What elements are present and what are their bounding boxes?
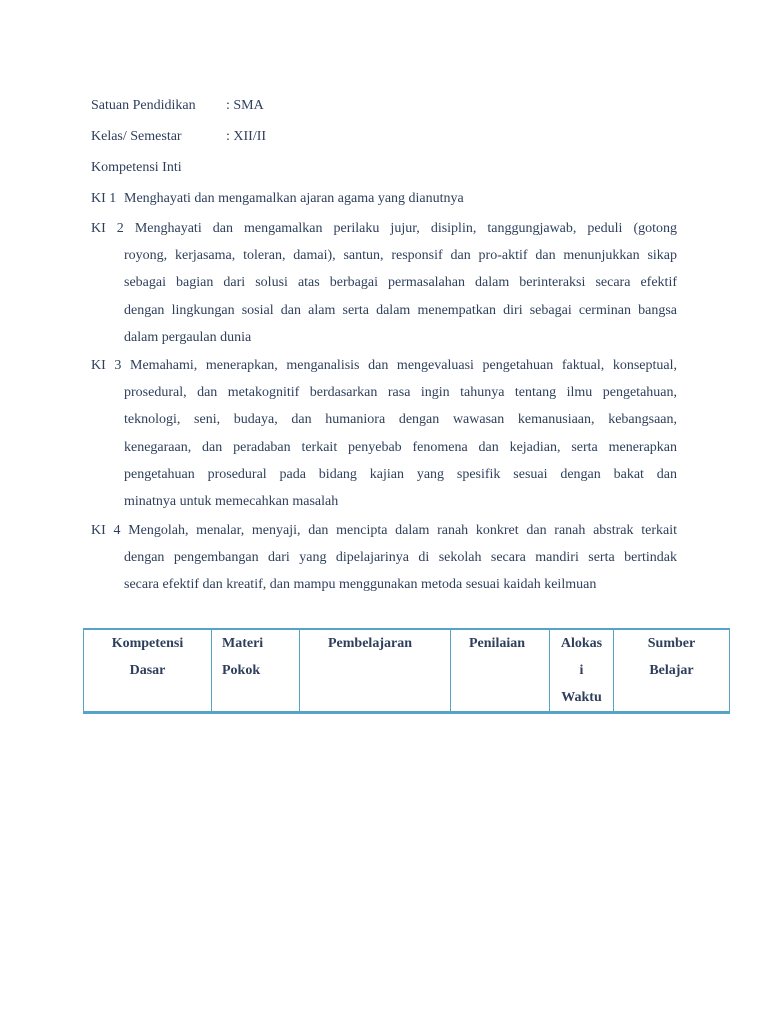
- ki2-line: royong, kerjasama, toleran, damai), santun, responsif dan pro-aktif dan menunjukkan sikap: [124, 248, 677, 264]
- ki4-number: KI 4: [91, 523, 121, 538]
- ki2-line: sebagai bagian dari solusi atas berbagai permasalahan dalam berinteraksi secara efektif: [124, 275, 677, 291]
- satuan-pendidikan-value: : SMA: [226, 98, 264, 113]
- kompetensi-dasar-table: [83, 628, 730, 714]
- ki4-line: secara efektif dan kreatif, dan mampu menggunakan metoda sesuai kaidah keilmuan: [124, 577, 597, 593]
- ki3-block: [91, 352, 677, 515]
- kelas-semester-row: [91, 128, 267, 146]
- ki3-line: [91, 352, 677, 379]
- ki2-number: KI 2: [91, 221, 124, 236]
- ki2-line: [91, 215, 677, 242]
- satuan-pendidikan-label: Satuan Pendidikan: [91, 98, 196, 113]
- kompetensi-inti-heading: Kompetensi Inti: [91, 160, 182, 175]
- ki3-number: KI 3: [91, 358, 122, 373]
- ki1-text: Menghayati dan mengamalkan ajaran agama yang dianutnya: [124, 191, 464, 206]
- header-pembelajaran: Pembelajaran: [300, 629, 451, 713]
- ki3-line: kenegaraan, dan peradaban terkait penyebab fenomena dan kejadian, serta menerapkan: [124, 439, 677, 455]
- ki4-text: Mengolah, menalar, menyaji, dan mencipta dalam ranah konkret dan ranah abstrak terkait: [128, 523, 677, 538]
- ki3-line: prosedural, dan metakognitif berdasarkan rasa ingin tahunya tentang ilmu pengetahuan,: [124, 385, 677, 401]
- table-header-row: [84, 629, 730, 713]
- header-alokasi-waktu: Alokas i Waktu: [550, 629, 614, 713]
- ki3-line: minatnya untuk memecahkan masalah: [124, 493, 339, 509]
- satuan-pendidikan-row: [91, 97, 264, 115]
- ki3-line: teknologi, seni, budaya, dan humaniora dengan wawasan kemanusiaan, kebangsaan,: [124, 412, 677, 428]
- ki4-block: [91, 517, 677, 599]
- ki1-number: KI 1: [91, 191, 117, 206]
- ki1-line: [91, 185, 677, 212]
- ki2-text: Menghayati dan mengamalkan perilaku jujur, disiplin, tanggungjawab, peduli (gotong: [134, 221, 677, 236]
- ki4-line: dengan pengembangan dari yang dipelajarinya di sekolah secara mandiri serta bertindak: [124, 550, 677, 566]
- ki3-line: pengetahuan prosedural pada bidang kajian yang spesifik sesuai dengan bakat dan: [124, 466, 677, 482]
- ki3-text: Memahami, menerapkan, menganalisis dan mengevaluasi pengetahuan faktual, konseptual,: [130, 358, 677, 373]
- ki4-line: [91, 517, 677, 544]
- header-materi-pokok: Materi Pokok: [212, 629, 300, 713]
- ki2-block: [91, 215, 677, 351]
- ki1-block: [91, 185, 677, 212]
- kelas-semester-label: Kelas/ Semestar: [91, 129, 182, 144]
- header-sumber-belajar: Sumber Belajar: [614, 629, 730, 713]
- header-penilaian: Penilaian: [451, 629, 550, 713]
- header-kompetensi-dasar: Kompetensi Dasar: [84, 629, 212, 713]
- ki2-line: dengan lingkungan sosial dan alam serta dalam menempatkan diri sebagai cerminan bangsa: [124, 302, 677, 318]
- ki2-line: dalam pergaulan dunia: [124, 329, 252, 345]
- kelas-semester-value: : XII/II: [226, 129, 267, 144]
